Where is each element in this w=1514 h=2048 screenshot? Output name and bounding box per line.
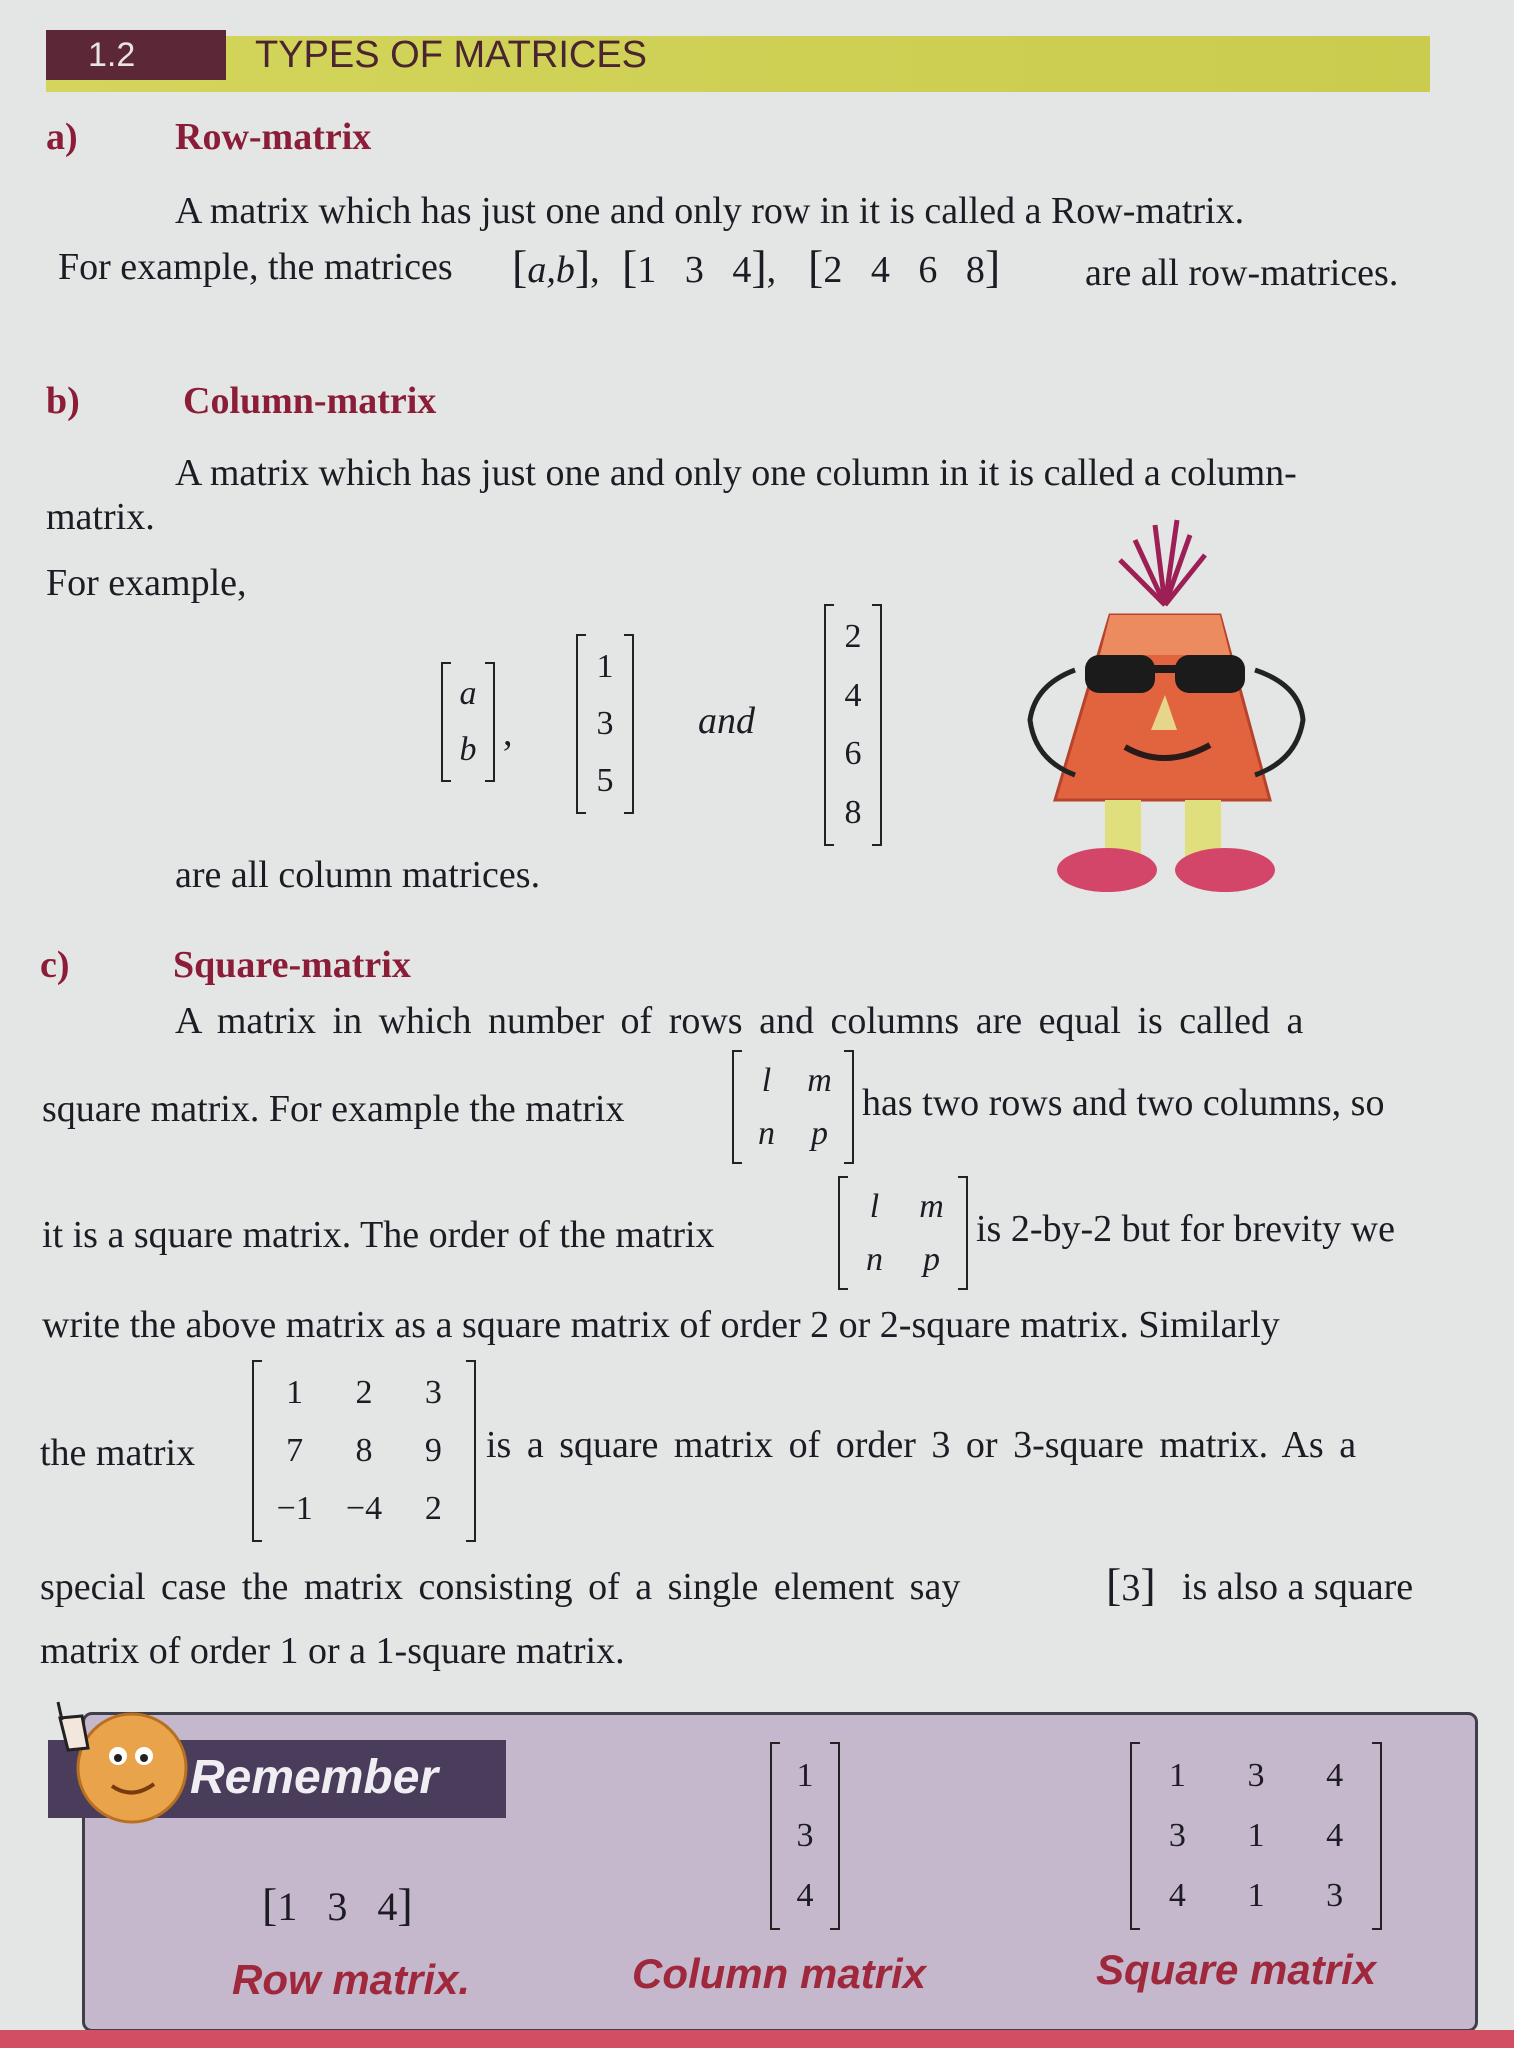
row-example-tail: are all row-matrices. xyxy=(1085,252,1399,294)
square-line-3b: is 2-by-2 but for brevity we xyxy=(976,1208,1395,1250)
matrix-cell: 3 xyxy=(424,1374,442,1411)
row-definition: A matrix which has just one and only row in it is called a Row-matrix. xyxy=(175,190,1245,232)
matrix-cell: l xyxy=(761,1061,772,1099)
matrix-cell: 8 xyxy=(844,793,862,831)
matrix-cell: 1 xyxy=(286,1374,304,1411)
matrix-cell: 2 xyxy=(355,1374,373,1411)
square-line-2b: has two rows and two columns, so xyxy=(862,1082,1385,1124)
matrix-cell: 1 xyxy=(596,647,614,685)
square-line-5a: the matrix xyxy=(40,1432,196,1474)
column-example-1 xyxy=(441,664,495,780)
row-example-1: [a,b], xyxy=(512,241,600,292)
matrix-cell: 2 xyxy=(424,1490,442,1527)
remember-title: Remember xyxy=(190,1751,439,1804)
remember-row-example: [1 3 4] xyxy=(262,1879,413,1930)
square-line-4: write the above matrix as a square matrix of order 2 or 2-square matrix. Similarly xyxy=(42,1304,1280,1346)
matrix-cell: 2 xyxy=(844,618,862,656)
row-example-2: [1 3 4], xyxy=(622,241,777,292)
matrix-cell: 3 xyxy=(1168,1817,1186,1854)
square-line-6b: is also a square xyxy=(1182,1566,1414,1608)
column-matrix-caption: Column matrix xyxy=(632,1950,927,1997)
matrix-cell: 4 xyxy=(1326,1757,1344,1794)
matrix-cell: l xyxy=(869,1187,880,1225)
header-band xyxy=(46,36,1430,92)
comma: , xyxy=(503,712,513,754)
square-3x3-matrix xyxy=(252,1362,476,1540)
remember-column-example xyxy=(770,1744,840,1928)
pointing-smiley-icon xyxy=(40,1688,190,1838)
matrix-cell: −1 xyxy=(276,1490,313,1527)
square-2x2-matrix xyxy=(732,1052,854,1162)
matrix-cell: p xyxy=(811,1114,828,1152)
matrix-cell: 4 xyxy=(796,1877,814,1914)
square-line-3a: it is a square matrix. The order of the matrix xyxy=(42,1214,715,1256)
square-line-7: matrix of order 1 or a 1-square matrix. xyxy=(40,1630,625,1672)
matrix-cell: 3 xyxy=(796,1817,814,1854)
matrix-cell: 3 xyxy=(596,704,614,742)
column-example-lead: For example, xyxy=(46,562,247,604)
remember-square-example xyxy=(1130,1744,1382,1928)
matrix-cell: 3 xyxy=(1247,1757,1265,1794)
mascot-illustration xyxy=(1015,515,1315,905)
column-example-3 xyxy=(824,606,882,844)
matrix-cell: 1 xyxy=(1168,1757,1186,1794)
column-definition: A matrix which has just one and only one column in it is called a column- xyxy=(175,452,1297,494)
row-example-3: [2 4 6 8] xyxy=(808,241,1001,292)
matrix-cell: m xyxy=(807,1061,832,1099)
column-definition-cont: matrix. xyxy=(46,496,155,538)
matrix-cell: 6 xyxy=(844,735,862,773)
square-letter: c) xyxy=(40,944,70,986)
column-example-tail: are all column matrices. xyxy=(175,854,541,896)
matrix-cell: 9 xyxy=(424,1432,442,1469)
section-number: 1.2 xyxy=(46,30,226,80)
matrix-cell: n xyxy=(758,1114,775,1152)
matrix-cell: 1 xyxy=(1247,1817,1265,1854)
single-element-matrix: [3] xyxy=(1106,1559,1156,1610)
matrix-cell: 5 xyxy=(596,762,614,800)
matrix-cell: p xyxy=(923,1240,940,1278)
row-example-lead: For example, the matrices xyxy=(58,246,453,288)
matrix-cell: 1 xyxy=(1247,1877,1265,1914)
matrix-cell: 4 xyxy=(1326,1817,1344,1854)
square-line-5b: is a square matrix of order 3 or 3-square matrix. As a xyxy=(486,1424,1357,1466)
matrix-cell: 4 xyxy=(1168,1877,1186,1914)
matrix-cell: b xyxy=(459,731,477,768)
row-matrix-caption: Row matrix. xyxy=(232,1956,471,2003)
matrix-cell: 4 xyxy=(844,676,862,714)
matrix-cell: 7 xyxy=(286,1432,304,1469)
row-letter: a) xyxy=(46,116,78,158)
page-bottom-strip xyxy=(0,2030,1514,2048)
matrix-cell: n xyxy=(866,1240,883,1278)
matrix-cell: 1 xyxy=(796,1757,814,1794)
square-heading: Square-matrix xyxy=(173,944,411,986)
square-2x2-matrix-repeat xyxy=(838,1178,968,1288)
column-example-2 xyxy=(576,636,634,812)
row-heading: Row-matrix xyxy=(175,116,372,158)
and-word: and xyxy=(698,700,755,742)
matrix-cell: −4 xyxy=(345,1490,383,1527)
matrix-cell: 8 xyxy=(355,1432,373,1469)
square-line-6a: special case the matrix consisting of a single element say xyxy=(40,1566,961,1608)
column-heading: Column-matrix xyxy=(183,380,437,422)
column-letter: b) xyxy=(46,380,80,422)
matrix-cell: a xyxy=(459,675,477,712)
square-matrix-caption: Square matrix xyxy=(1096,1946,1377,1993)
matrix-cell: m xyxy=(919,1187,944,1225)
matrix-cell: 3 xyxy=(1326,1877,1344,1914)
section-title: TYPES OF MATRICES xyxy=(255,34,648,76)
square-line-2a: square matrix. For example the matrix xyxy=(42,1088,625,1130)
square-definition: A matrix in which number of rows and columns are equal is called a xyxy=(175,1000,1304,1042)
